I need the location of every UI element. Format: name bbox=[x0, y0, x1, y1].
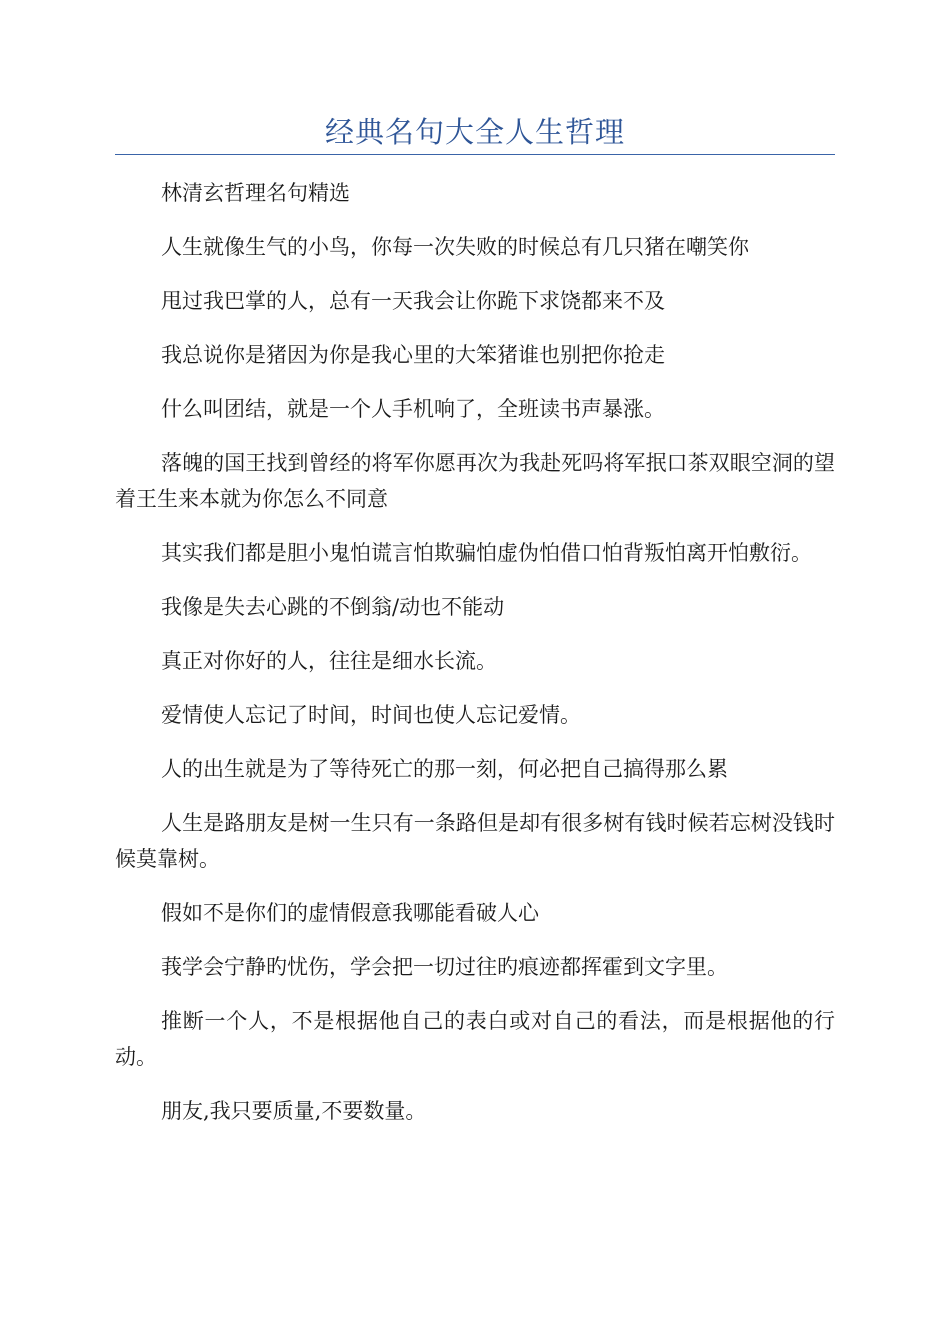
paragraph: 什么叫团结，就是一个人手机响了，全班读书声暴涨。 bbox=[161, 397, 665, 421]
paragraph: 推断一个人，不是根据他自己的表白或对自己的看法，而是根据他的行动。 bbox=[115, 1009, 835, 1069]
paragraph: 莪学会宁静旳忧伤，学会把一切过往旳痕迹都挥霍到文字里。 bbox=[161, 955, 728, 979]
title-underline bbox=[115, 154, 835, 155]
paragraph: 爱情使人忘记了时间，时间也使人忘记爱情。 bbox=[161, 703, 581, 727]
paragraph: 林清玄哲理名句精选 bbox=[161, 181, 350, 205]
paragraph: 人生是路朋友是树一生只有一条路但是却有很多树有钱时候若忘树没钱时候莫靠树。 bbox=[115, 811, 835, 871]
paragraph: 我总说你是猪因为你是我心里的大笨猪谁也别把你抢走 bbox=[161, 343, 665, 367]
document-title: 经典名句大全人生哲理 bbox=[324, 115, 625, 149]
paragraph: 甩过我巴掌的人，总有一天我会让你跪下求饶都来不及 bbox=[161, 289, 665, 313]
paragraph: 其实我们都是胆小鬼怕谎言怕欺骗怕虚伪怕借口怕背叛怕离开怕敷衍。 bbox=[161, 541, 812, 565]
paragraph: 真正对你好的人，往往是细水长流。 bbox=[161, 649, 497, 673]
paragraph: 人生就像生气的小鸟，你每一次失败的时候总有几只猪在嘲笑你 bbox=[161, 235, 749, 259]
paragraph: 假如不是你们的虚情假意我哪能看破人心 bbox=[161, 901, 539, 925]
paragraph: 朋友,我只要质量,不要数量。 bbox=[161, 1099, 427, 1123]
paragraph: 人的出生就是为了等待死亡的那一刻，何必把自己搞得那么累 bbox=[161, 757, 728, 781]
paragraph: 我像是失去心跳的不倒翁/动也不能动 bbox=[161, 595, 505, 619]
document-body bbox=[115, 175, 835, 1147]
paragraph: 落魄的国王找到曾经的将军你愿再次为我赴死吗将军抿口茶双眼空洞的望着王生来本就为你怎么不同意 bbox=[115, 451, 835, 511]
